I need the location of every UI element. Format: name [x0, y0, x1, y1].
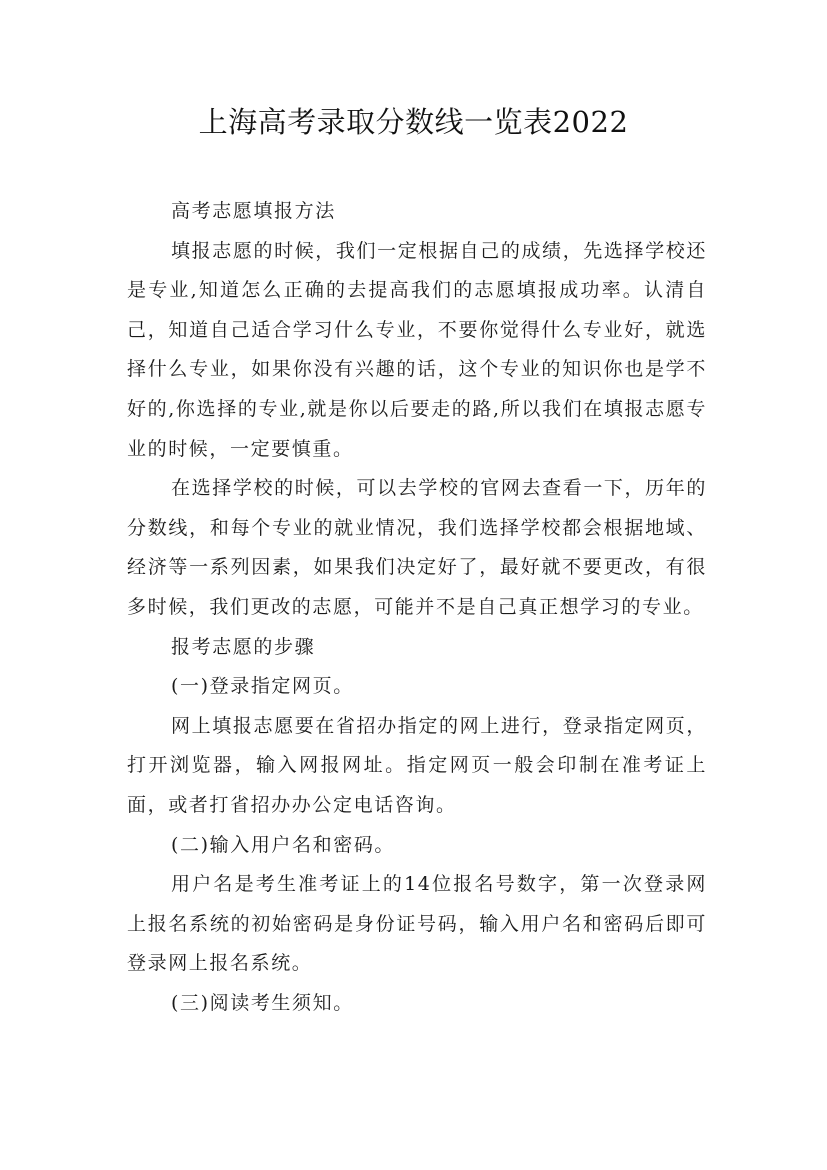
step-heading: (三)阅读考生须知。 — [171, 991, 354, 1014]
section-heading: 高考志愿填报方法 — [171, 200, 336, 222]
document-body — [127, 192, 707, 1023]
paragraph: 网上填报志愿要在省招办指定的网上进行，登录指定网页，打开浏览器，输入网报网址。指定网页一般会印制在准考证上面，或者打省招办办公定电话咨询。 — [127, 714, 707, 816]
document-title: 上海高考录取分数线一览表2022 — [198, 105, 629, 139]
step-heading: (一)登录指定网页。 — [171, 675, 354, 698]
step-heading: (二)输入用户名和密码。 — [171, 833, 396, 856]
paragraph: 填报志愿的时候，我们一定根据自己的成绩，先选择学校还是专业,知道怎么正确的去提高我们的志愿填报成功率。认清自己，知道自己适合学习什么专业，不要你觉得什么专业好，就选择什么专业，如果你没有兴趣的话，这个专业的知识你也是学不好的,你选择的专业,就是你以后要走的路,所以我们在填报志愿专业的时候，一定要慎重。 — [127, 239, 707, 460]
paragraph: 在选择学校的时候，可以去学校的官网去查看一下，历年的分数线，和每个专业的就业情况，我们选择学校都会根据地域、经济等一系列因素，如果我们决定好了，最好就不要更改，有很多时候，我们更改的志愿，可能并不是自己真正想学习的专业。 — [127, 477, 707, 618]
paragraph: 用户名是考生准考证上的14位报名号数字，第一次登录网上报名系统的初始密码是身份证号码，输入用户名和密码后即可登录网上报名系统。 — [127, 873, 707, 975]
section-heading: 报考志愿的步骤 — [171, 635, 316, 658]
